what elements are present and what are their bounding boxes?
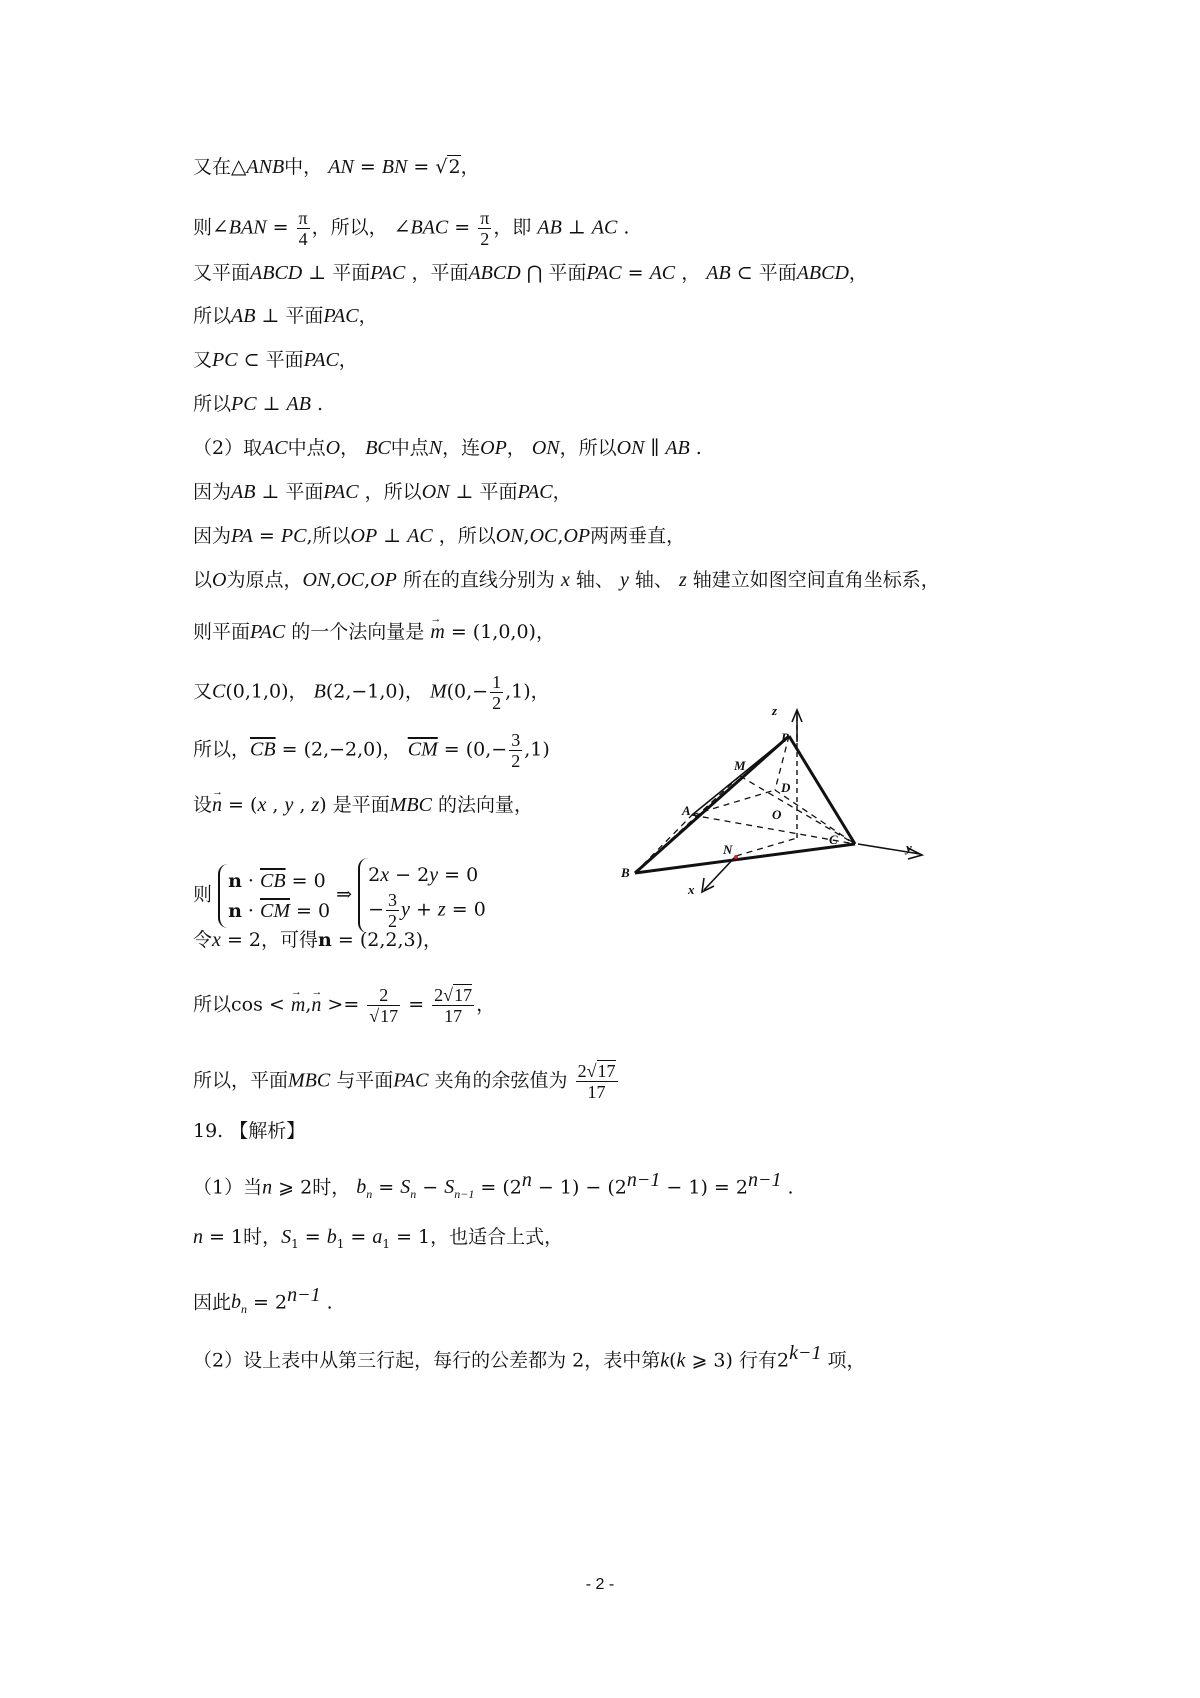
text-line-8: 因为AB ⊥ 平面PAC ，所以ON ⊥ 平面PAC，: [193, 481, 572, 503]
edge-PA: [692, 736, 789, 815]
section-19-heading: 19. 【解析】: [193, 1120, 306, 1142]
text-line-15: 则 $n \cdot \overline{CB} = 0$ $n \cdot \overline{CM} = 0$ ⇒ 2x − 2y = 0 − $\frac{3}{2}$ y + z = 0: [193, 858, 486, 933]
label-B: B: [621, 865, 630, 880]
text-line-13: 所以，$\overline{CB} = (2,-2,0)$， $\overline{CM} = (0,-$ $\frac{3}{2}$ ,1): [193, 730, 550, 771]
edge-AD: [692, 790, 775, 815]
label-M: M: [734, 758, 746, 773]
edge-PC: [789, 736, 855, 844]
text-line-7: （2）取AC中点O， BC中点N，连OP， ON，所以ON ∥ AB .: [193, 437, 702, 459]
label-C: C: [829, 832, 838, 847]
edge-BA: [635, 815, 692, 873]
text-line-4: 所以AB ⊥ 平面PAC，: [193, 305, 378, 327]
label-z: z: [772, 703, 778, 718]
edge-DC: [775, 790, 855, 844]
text-line-23: （2）设上表中从第三行起，每行的公差都为 2，表中第k(k ⩾ 3) 行有$2^{k-1}$ 项，: [193, 1342, 866, 1372]
text-line-11: 则平面PAC 的一个法向量是 → m = (1,0,0)，: [193, 618, 555, 646]
text-line-6: 所以PC ⊥ AB .: [193, 393, 324, 415]
label-y: y: [906, 840, 912, 855]
label-x: x: [688, 882, 695, 897]
text-line-12: 又C(0,1,0)， B(2,−1,0)， M(0,− $\frac{1}{2}$ ,1)，: [193, 672, 550, 713]
label-P: P: [781, 730, 789, 745]
text-line-1: 又在△ANB中， AN = BN = √2，: [193, 156, 480, 178]
text-line-9: 因为PA = PC,所以OP ⊥ AC ，所以ON,OC,OP两两垂直，: [193, 525, 686, 547]
text-line-16: 令x = 2，可得n = (2,2,3)，: [193, 929, 443, 951]
edge-MB: [635, 776, 740, 873]
coordinate-figure: [621, 700, 1010, 960]
text-line-22: 因此$b_n = 2^{n-1}$ .: [193, 1284, 333, 1317]
page-number: - 2 -: [585, 1576, 615, 1593]
label-N: N: [723, 842, 733, 857]
text-line-5: 又PC ⊂ 平面PAC，: [193, 349, 358, 371]
text-line-10: 以O为原点，ON,OC,OP 所在的直线分别为 x 轴、 y 轴、 z 轴建立如图空间直角坐标系，: [193, 569, 940, 591]
text-line-2: 则∠BAN = $\frac{\pi}{4}$ ，所以， ∠BAC = $\frac{\pi}{2}$ ，即 AB ⊥ AC .: [193, 208, 630, 249]
label-A: A: [682, 803, 691, 818]
label-D: D: [781, 780, 791, 795]
label-O: O: [772, 807, 782, 822]
text-line-3: 又平面ABCD ⊥ 平面PAC ，平面ABCD ⋂ 平面PAC = AC ， AB ⊂ 平面ABCD，: [193, 262, 868, 284]
text-line-20: （1）当n ⩾ 2时， $b_n = S_n - S_{n-1} = (2^n - 1) - (2^{n-1} - 1) = 2^{n-1}$ .: [193, 1169, 794, 1202]
text-line-14: 设→ n = (x , y , z) 是平面MBC 的法向量，: [193, 791, 533, 819]
edge-BC: [635, 844, 855, 873]
text-line-17: 所以cos < → m,→ n >= $\frac{2}{√17}$ = $\frac{2√17}{17}$ ，: [193, 985, 495, 1026]
text-line-21: n = 1时，$S_1 = b_1 = a_1 = 1$，也适合上式，: [193, 1226, 564, 1251]
point-N-marker: [734, 855, 738, 859]
text-line-18: 所以，平面MBC 与平面PAC 夹角的余弦值为 $\frac{2√17}{17}$: [193, 1061, 616, 1102]
